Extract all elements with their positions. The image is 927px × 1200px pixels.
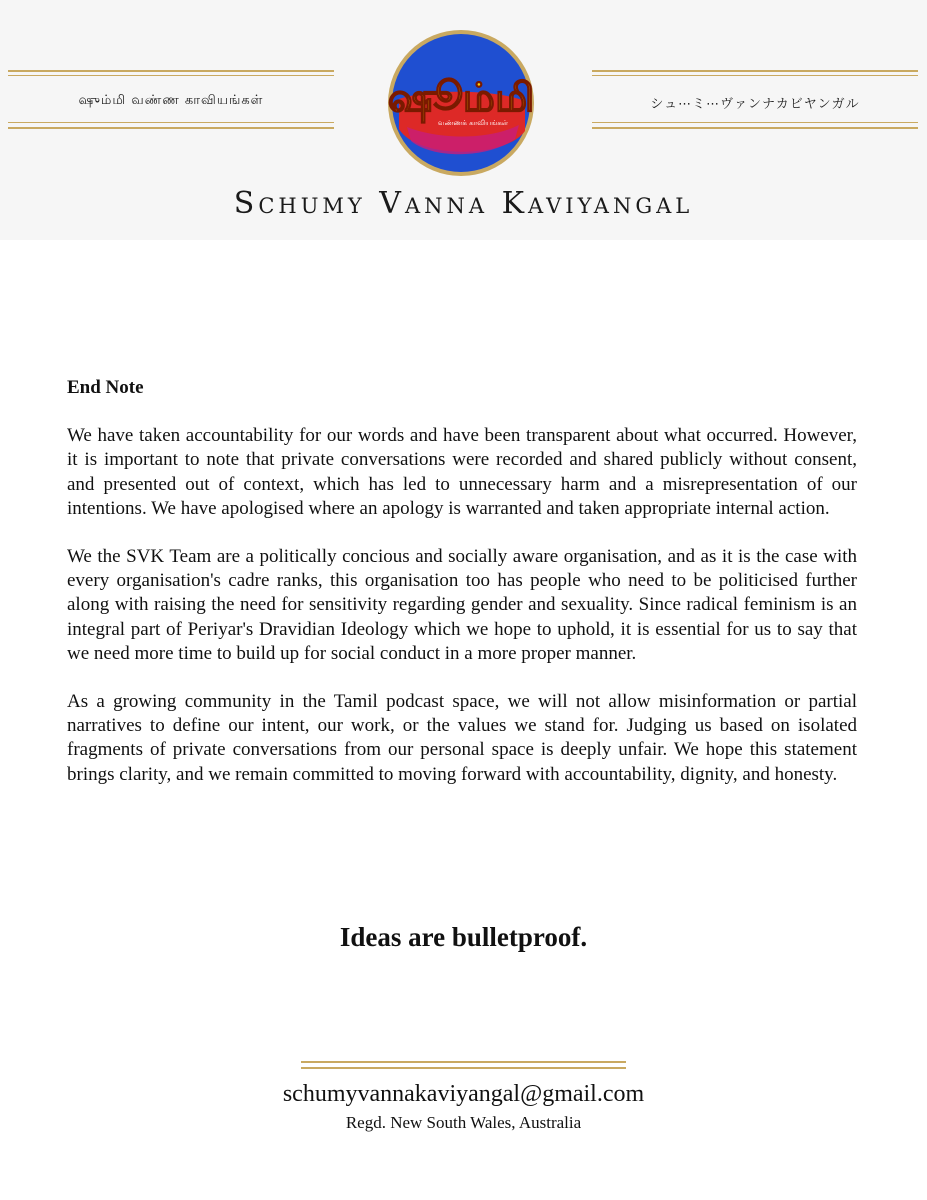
registration-note: Regd. New South Wales, Australia <box>345 1113 582 1132</box>
gold-line <box>8 122 334 123</box>
contact-email: schumyvannakaviyangal@gmail.com <box>282 1081 645 1107</box>
tamil-name-label: ஷும்மி வண்ண காவியங்கள் <box>78 93 264 108</box>
gold-line <box>592 70 918 72</box>
slogan: Ideas are bulletproof. <box>339 922 588 952</box>
document-body <box>67 376 857 811</box>
footer-ornament-rule <box>301 1061 626 1073</box>
logo-wordmark: ஷூம்மி <box>387 75 535 121</box>
document-heading: End Note <box>67 377 144 398</box>
paragraph: We have taken accountability for our words and have been transparent about what occurred. However, it is important to note that private conversations were recorded and shared publicly without consent, and presented out of context, which has led to unnecessary harm and a misrepresentation of our intentions. We have apologised where an apology is warranted and taken appropriate internal action. <box>67 425 857 519</box>
paragraph: We the SVK Team are a politically concious and socially aware organisation, and as it is the case with every organisation's cadre ranks, this organisation too has people who need to be politicised further along with raising the need for sensitivity regarding gender and sexuality. Since radical feminism is an integral part of Periyar's Dravidian Ideology which we hope to uphold, it is essential for us to say that we need more time to build up for social conduct in a more proper manner. <box>67 546 857 664</box>
right-ornament-rule <box>592 70 918 130</box>
letterhead <box>0 0 927 240</box>
gold-line <box>8 127 334 129</box>
gold-line <box>592 127 918 129</box>
japanese-name-label: シュ⋯ミ⋯ヴァンナカビヤンガル <box>650 97 860 112</box>
left-ornament-rule <box>8 70 334 130</box>
gold-line <box>301 1067 626 1069</box>
brand-logo <box>387 29 535 177</box>
brand-title: Schumy Vanna Kaviyangal <box>233 186 694 221</box>
logo-subtitle: வண்ணக் காவியங்கள் <box>437 119 509 127</box>
gold-line <box>8 75 334 76</box>
gold-line <box>301 1061 626 1063</box>
gold-line <box>592 75 918 76</box>
gold-line <box>8 70 334 72</box>
paragraph: As a growing community in the Tamil podcast space, we will not allow misinformation or partial narratives to define our intent, our work, or the values we stand for. Judging us based on isolated fragments of private conversations from our personal space is deeply unfair. We hope this statement brings clarity, and we remain committed to moving forward with accountability, dignity, and honesty. <box>67 691 857 785</box>
gold-line <box>592 122 918 123</box>
